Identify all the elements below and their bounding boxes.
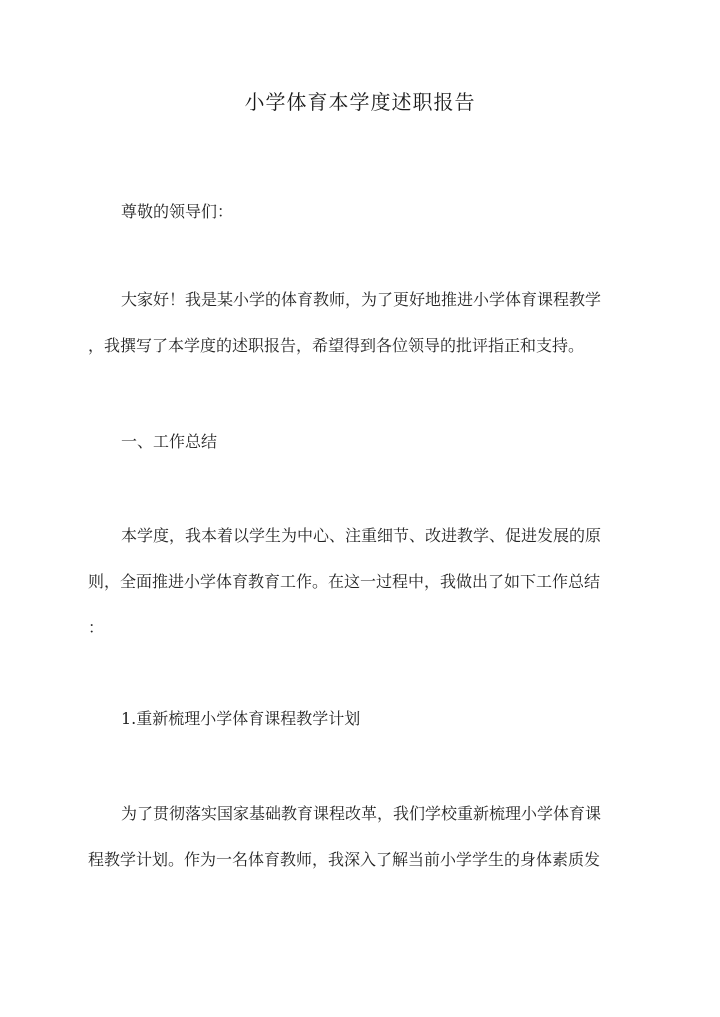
greeting-text: 尊敬的领导们： [121,202,234,221]
summary-line-1: 本学度，我本着以学生为中心、注重细节、改进教学、促进发展的原 [121,526,602,545]
summary-line-2: 则，全面推进小学体育教育工作。在这一过程中，我做出了如下工作总结 [88,572,601,591]
summary-paragraph [88,513,632,651]
plan-line-2: 程教学计划。作为一名体育教师，我深入了解当前小学学生的身体素质发 [88,850,601,869]
plan-paragraph [88,791,632,883]
item-heading [88,696,632,742]
greeting-paragraph [88,189,632,235]
summary-line-3: ： [88,618,105,637]
document-title: 小学体育本学度述职报告 [244,90,476,114]
intro-paragraph [88,277,632,369]
section-1-heading: 一、工作总结 [121,432,218,451]
section-heading [88,419,632,465]
intro-line-1: 大家好！我是某小学的体育教师，为了更好地推进小学体育课程教学 [121,290,602,309]
intro-line-2: ，我撰写了本学度的述职报告，希望得到各位领导的批评指正和支持。 [88,336,585,355]
item-1-heading: 1.重新梳理小学体育课程教学计划 [121,709,361,728]
plan-line-1: 为了贯彻落实国家基础教育课程改革，我们学校重新梳理小学体育课 [121,804,602,823]
